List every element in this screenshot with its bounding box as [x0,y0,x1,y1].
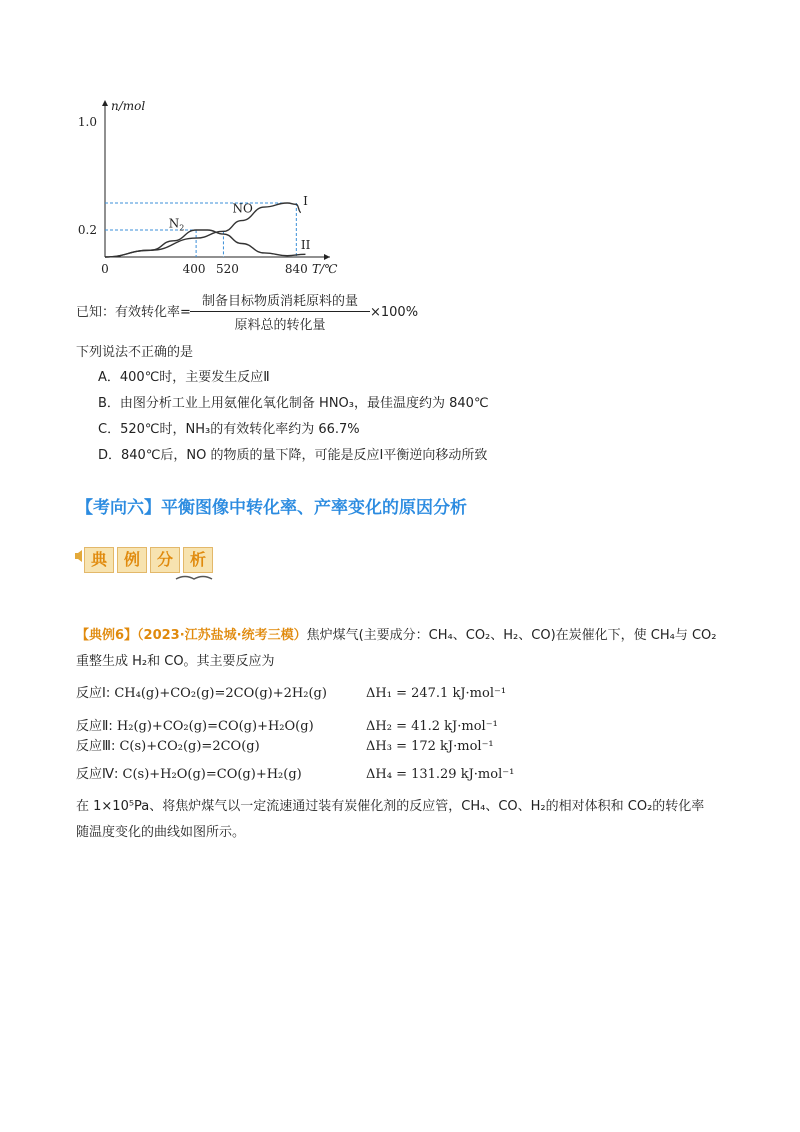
reaction-enthalpy: ΔH₃ = 172 kJ·mol⁻¹ [366,739,494,754]
example-text-2: 重整生成 H₂和 CO。其主要反应为 [76,654,275,669]
reaction-equation: H₂(g)+CO₂(g)=CO(g)+H₂O(g) [116,719,314,734]
reaction-3 [76,738,494,756]
curve-i-label: I [303,194,308,208]
option-d: D．840℃后，NO 的物质的量下降，可能是反应Ⅰ平衡逆向移动所致 [98,448,488,463]
reaction-label: 反应Ⅰ: [76,686,111,701]
reaction-enthalpy: ΔH₄ = 131.29 kJ·mol⁻¹ [366,767,515,782]
fraction-denominator: 原料总的转化量 [234,318,326,333]
x-tick-label: 400 [182,262,206,276]
fraction-numerator: 制备目标物质消耗原料的量 [190,290,370,312]
x-axis-arrow [324,254,330,260]
reaction-enthalpy: ΔH₂ = 41.2 kJ·mol⁻¹ [366,719,498,734]
no-series-label: NO [232,201,253,216]
reaction-enthalpy: ΔH₁ = 247.1 kJ·mol⁻¹ [366,686,507,701]
y-axis-arrow [102,100,108,106]
x-axis-label: T/℃ [312,262,338,276]
conditions-text-1: 在 1×10⁵Pa、将焦炉煤气以一定流速通过装有炭催化剂的反应管，CH₄、CO、H₂的相对体积和 CO₂的转化率 [76,799,705,814]
option-b: B．由图分析工业上用氨催化氧化制备 HNO₃，最佳温度约为 840℃ [98,396,489,411]
reaction-1 [76,685,507,703]
reaction-label: 反应Ⅳ: [76,767,119,782]
reaction-equation: CH₄(g)+CO₂(g)=2CO(g)+2H₂(g) [114,686,327,701]
x-tick-label: 0 [101,262,109,276]
conditions-text-2: 随温度变化的曲线如图所示。 [76,825,246,840]
reaction-4 [76,766,515,784]
question-stem: 下列说法不正确的是 [76,345,194,360]
n2-curve [105,230,305,257]
book-icon [174,573,214,583]
curve-ii-label: II [300,237,311,252]
example-text-1: 焦炉煤气(主要成分：CH₄、CO₂、H₂、CO)在炭催化下，使 CH₄与 CO₂ [306,628,717,643]
x-tick-label: 840 [284,262,308,276]
effective-conversion-fraction [190,290,370,333]
y-axis-label: n/mol [111,99,146,113]
n2-series-label: $N_2$ [168,216,185,233]
badge-char: 典 [84,547,114,573]
example-heading [76,627,716,645]
reaction-equation: C(s)+CO₂(g)=2CO(g) [119,739,260,754]
badge-char: 例 [117,547,147,573]
n-vs-temperature-chart [70,92,340,282]
x-tick-label: 520 [215,262,239,276]
reaction-equation: C(s)+H₂O(g)=CO(g)+H₂(g) [122,767,302,782]
speaker-icon [74,549,84,563]
badge-char: 析 [183,547,213,573]
option-c: C．520℃时，NH₃的有效转化率约为 66.7% [98,422,360,437]
known-prefix: 已知：有效转化率= [76,305,191,320]
example-source: （2023·江苏盐城·统考三模） [137,628,307,643]
reaction-2 [76,718,498,736]
reaction-label: 反应Ⅲ: [76,739,116,754]
example-analysis-badge [84,547,216,573]
y-tick-label: 0.2 [77,223,97,237]
example-tag: 【典例6】 [76,628,138,643]
reaction-label: 反应Ⅱ: [76,719,113,734]
section-title: 【考向六】平衡图像中转化率、产率变化的原因分析 [76,498,467,518]
known-suffix: ×100% [370,305,419,320]
badge-char: 分 [150,547,180,573]
option-a: A．400℃时，主要发生反应Ⅱ [98,370,270,385]
y-tick-label: 1.0 [77,115,97,129]
